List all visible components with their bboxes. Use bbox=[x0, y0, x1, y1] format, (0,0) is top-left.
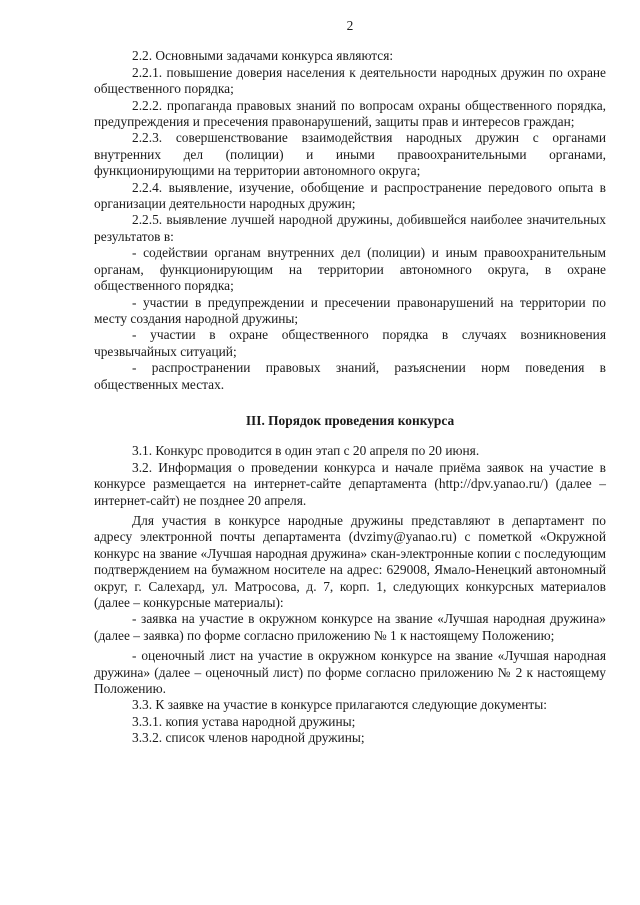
paragraph-2-2-2: 2.2.2. пропаганда правовых знаний по вопросам охраны общественного порядка, предупреждения и пресечения правонарушений, защиты прав и интересов граждан; bbox=[94, 97, 606, 130]
paragraph-3-3-2: 3.3.2. список членов народной дружины; bbox=[132, 730, 365, 746]
paragraph-3-1: 3.1. Конкурс проводится в один этап с 20 апреля по 20 июня. bbox=[132, 443, 480, 459]
list-item: - распространении правовых знаний, разъяснении норм поведения в общественных местах. bbox=[94, 360, 606, 392]
document-page bbox=[94, 18, 606, 747]
section-heading: III. Порядок проведения конкурса bbox=[245, 412, 455, 428]
list-item: - содействии органам внутренних дел (полиции) и иным правоохранительным органам, функционирующим на территории автономного округа, в охране общественного порядка; bbox=[94, 245, 606, 294]
paragraph-3-3-1: 3.3.1. копия устава народной дружины; bbox=[132, 713, 356, 729]
page-number: 2 bbox=[346, 18, 354, 33]
paragraph-3-2: 3.2. Информация о проведении конкурса и начале приёма заявок на участие в конкурсе размещается на интернет-сайте департамента (http://dpv.yanao.ru/) (далее – интернет-сайт) не позднее 20 апреля. bbox=[94, 459, 606, 508]
list-item: - участии в предупреждении и пресечении правонарушений на территории по месту создания народной дружины; bbox=[94, 294, 606, 326]
paragraph-2-2-4: 2.2.4. выявление, изучение, обобщение и распространение передового опыта в организации деятельности народных дружин; bbox=[94, 179, 606, 212]
paragraph-2-2: 2.2. Основными задачами конкурса являются: bbox=[132, 48, 394, 64]
paragraph-participation: Для участия в конкурсе народные дружины представляют в департамент по адресу электронной почты департамента (dvzimy@yanao.ru) с пометкой «Окружной конкурс на звание «Лучшая народная дружина» скан-электронные копии с последующим подтверждением на бумажном носителе на адрес: 629008, Ямало-Ненецкий автономный округ, г. Салехард, ул. Матросова, д. 7, корп. 1, следующих конкурсных материалов (далее – конкурсные материалы): bbox=[94, 512, 606, 610]
paragraph-2-2-5: 2.2.5. выявление лучшей народной дружины, добившейся наиболее значительных результатов в: bbox=[94, 212, 606, 244]
list-item: - участии в охране общественного порядка в случаях возникновения чрезвычайных ситуаций; bbox=[94, 327, 606, 359]
paragraph-2-2-3: 2.2.3. совершенствование взаимодействия народных дружин с органами внутренних дел (полиции) и иными правоохранительными органами, функционирующими на территории автономного округа; bbox=[94, 130, 606, 179]
list-item: - заявка на участие в окружном конкурсе на звание «Лучшая народная дружина» (далее – заявка) по форме согласно приложению № 1 к настоящему Положению; bbox=[94, 611, 606, 643]
list-item: - оценочный лист на участие в окружном конкурсе на звание «Лучшая народная дружина» (далее – оценочный лист) по форме согласно приложению № 2 к настоящему Положению. bbox=[94, 648, 606, 697]
paragraph-2-2-1: 2.2.1. повышение доверия населения к деятельности народных дружин по охране общественного порядка; bbox=[94, 64, 606, 97]
paragraph-3-3: 3.3. К заявке на участие в конкурсе прилагаются следующие документы: bbox=[132, 697, 547, 713]
